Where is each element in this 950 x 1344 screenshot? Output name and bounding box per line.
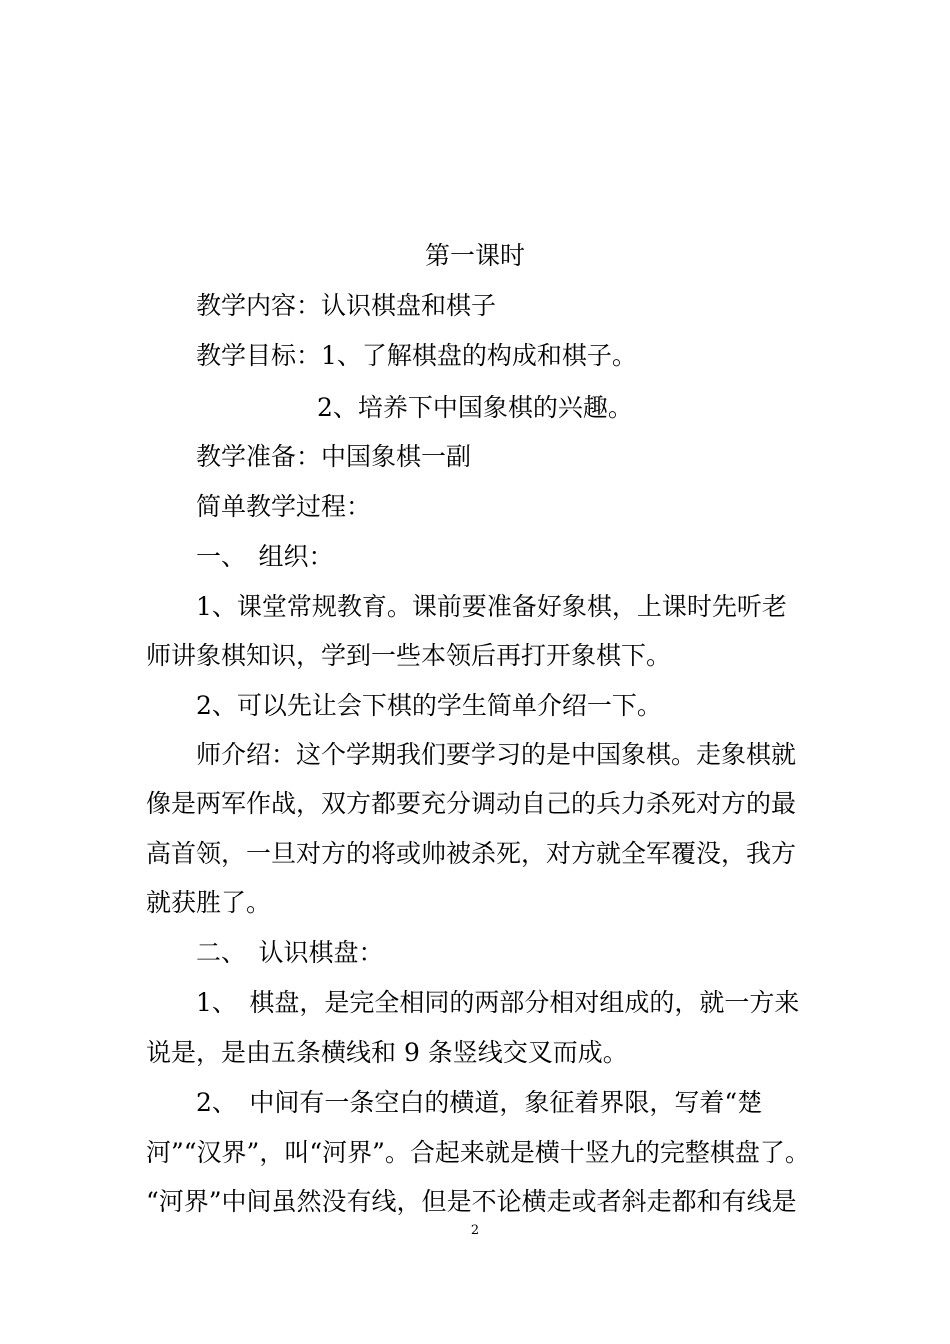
paragraph-line: “河界”中间虽然没有线，但是不论横走或者斜走都和有线是 (146, 1187, 797, 1216)
section-heading-organize: 一、 组织： (196, 542, 334, 571)
paragraph-line: 像是两军作战，双方都要充分调动自己的兵力杀死对方的最 (146, 789, 797, 818)
paragraph-teaching-prep: 教学准备：中国象棋一副 (196, 442, 472, 471)
page-number: 2 (470, 1223, 480, 1238)
paragraph-line: 1、 棋盘，是完全相同的两部分相对组成的，就一方来 (196, 988, 800, 1017)
paragraph-line: 就获胜了。 (146, 888, 272, 917)
page-title: 第一课时 (424, 241, 525, 270)
paragraph-line: 师讲象棋知识，学到一些本领后再打开象棋下。 (146, 641, 672, 670)
paragraph-line: 说是，是由五条横线和 9 条竖线交叉而成。 (146, 1038, 628, 1067)
paragraph-teaching-goal-2: 2、培养下中国象棋的兴趣。 (317, 393, 633, 422)
paragraph-teaching-goal: 教学目标：1、了解棋盘的构成和棋子。 (196, 341, 637, 370)
paragraph-line: 师介绍：这个学期我们要学习的是中国象棋。走象棋就 (196, 740, 797, 769)
section-heading-board: 二、 认识棋盘： (196, 938, 384, 967)
paragraph-line: 2、可以先让会下棋的学生简单介绍一下。 (196, 691, 662, 720)
paragraph-line: 2、 中间有一条空白的横道，象征着界限，写着“楚 (196, 1088, 763, 1117)
paragraph-line: 1、课堂常规教育。课前要准备好象棋，上课时先听老 (196, 592, 787, 621)
paragraph-line: 高首领，一旦对方的将或帅被杀死，对方就全军覆没，我方 (146, 839, 797, 868)
paragraph-process-heading: 简单教学过程： (196, 492, 372, 521)
paragraph-teaching-content: 教学内容：认识棋盘和棋子 (196, 291, 497, 320)
paragraph-line: 河”“汉界”，叫“河界”。合起来就是横十竖九的完整棋盘了。 (146, 1138, 810, 1167)
